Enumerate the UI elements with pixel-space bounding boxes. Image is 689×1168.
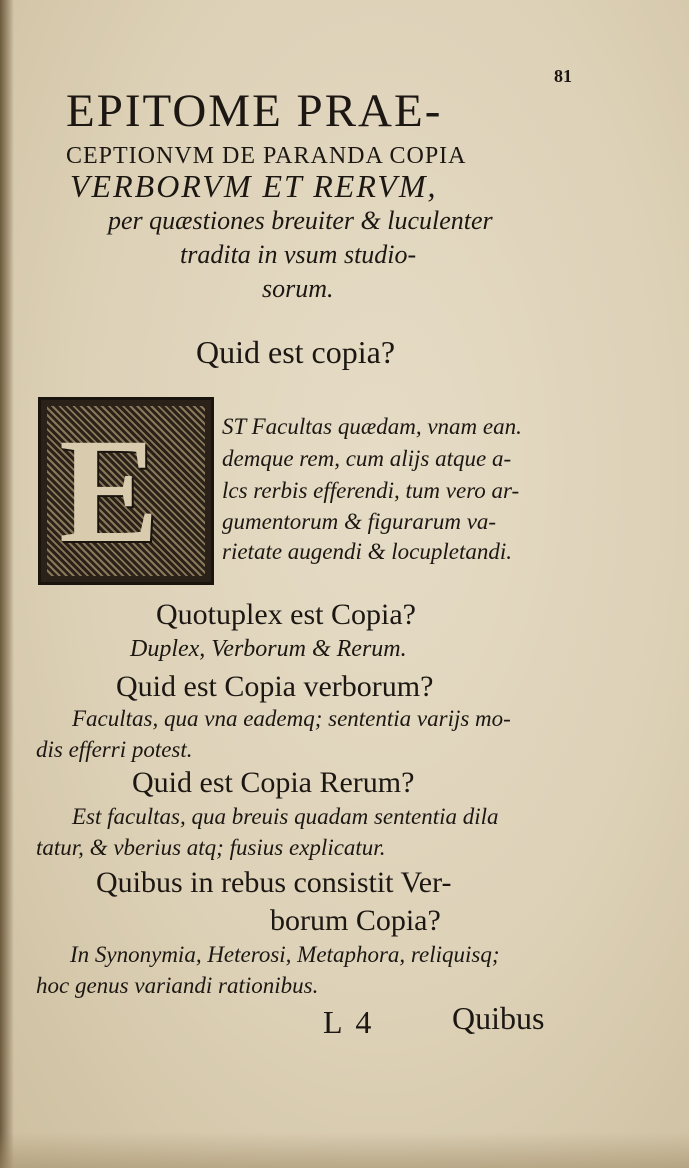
title-line-4: per quæstiones breuiter & luculenter xyxy=(108,206,493,235)
answer-3-line-1: Facultas, qua vna eademq; sententia varijs mo- xyxy=(72,706,511,731)
page-gutter xyxy=(0,0,14,1168)
answer-5-line-1: In Synonymia, Heterosi, Metaphora, reliquisq; xyxy=(70,942,500,967)
signature-mark: L 4 xyxy=(323,1004,375,1040)
title-line-1: EPITOME PRAE- xyxy=(66,85,443,137)
title-line-3: VERBORVM ET RERVM, xyxy=(70,168,438,204)
answer-1-line-4: gumentorum & figurarum va- xyxy=(222,509,497,534)
answer-2: Duplex, Verborum & Rerum. xyxy=(130,636,407,662)
answer-4-line-1: Est facultas, qua breuis quadam sententia dila xyxy=(72,804,499,829)
answer-1-line-2: demque rem, cum alijs atque a- xyxy=(222,446,512,471)
answer-1-line-3: lcs rerbis efferendi, tum vero ar- xyxy=(222,478,520,503)
page-bottom-edge xyxy=(0,1132,689,1168)
question-heading-2: Quotuplex est Copia? xyxy=(156,598,416,631)
initial-letter: E xyxy=(59,408,160,574)
answer-4-line-2: tatur, & vberius atq; fusius explicatur. xyxy=(36,835,386,860)
question-heading-3: Quid est Copia verborum? xyxy=(116,670,434,703)
question-heading-1: Quid est copia? xyxy=(196,334,396,370)
question-heading-4: Quid est Copia Rerum? xyxy=(132,766,415,799)
answer-1-line-5: rietate augendi & locupletandi. xyxy=(222,539,513,564)
title-line-2: CEPTIONVM DE PARANDA COPIA xyxy=(66,143,467,169)
answer-3-line-2: dis efferri potest. xyxy=(36,737,193,762)
answer-5-line-2: hoc genus variandi rationibus. xyxy=(36,973,319,998)
decorated-initial xyxy=(38,397,214,585)
question-heading-5-line-2: borum Copia? xyxy=(270,904,441,937)
question-heading-5-line-1: Quibus in rebus consistit Ver- xyxy=(96,866,452,899)
catchword: Quibus xyxy=(452,1000,545,1036)
title-line-5: tradita in vsum studio- xyxy=(180,240,417,269)
title-line-6: sorum. xyxy=(262,274,334,303)
folio-number: 81 xyxy=(554,66,572,86)
answer-1-line-1: ST Facultas quædam, vnam ean. xyxy=(222,414,522,439)
